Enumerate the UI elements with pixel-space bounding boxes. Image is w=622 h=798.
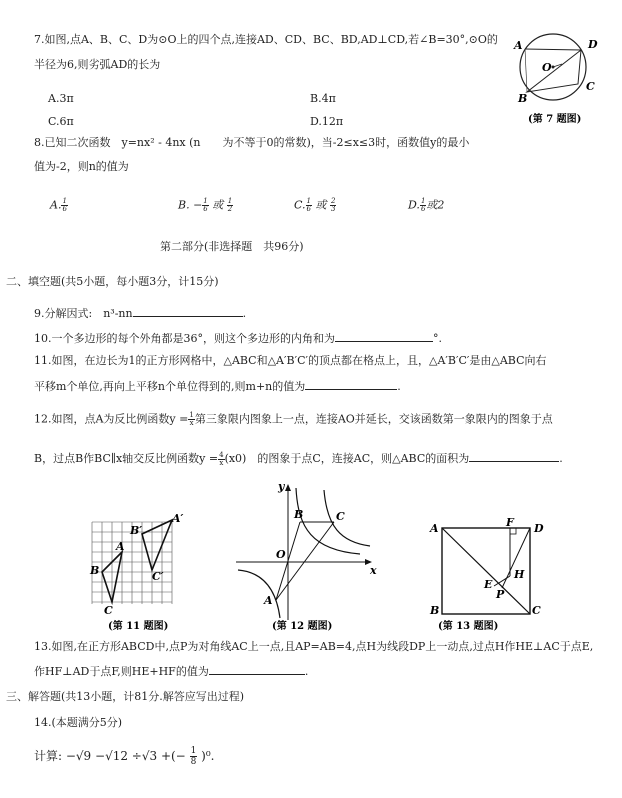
- q10: [34, 330, 442, 346]
- q14-prefix: 计算: −√9 −√12 ÷√3 +(−: [34, 749, 186, 763]
- q7-caption: (第 7 题图): [528, 114, 582, 124]
- fig13-label-p: P: [496, 588, 505, 601]
- fig13-label-d: D: [534, 522, 544, 535]
- fig11-label-b: B: [90, 564, 100, 577]
- q8-option-a: [50, 198, 68, 213]
- fig13: [426, 516, 546, 634]
- q8-line2: 值为-2，则n的值为: [34, 160, 129, 173]
- section3-title: 三、解答题(共13小题，计81分.解答应写出过程): [6, 690, 245, 703]
- q12-line2-b: (x0) 的图象于点C，连接AC，则△ABC的面积为: [224, 452, 470, 465]
- fig11-label-c-prime: C′: [152, 570, 164, 583]
- q8-option-b-prefix: B. −: [178, 198, 203, 212]
- fig11-label-a-prime: A′: [172, 512, 184, 525]
- q7-option-c: C.6π: [48, 115, 74, 128]
- q7-label-c: C: [586, 80, 595, 93]
- q8-option-d-prefix: D.: [408, 198, 420, 212]
- fig12-caption: (第 12 题图): [272, 621, 333, 632]
- fig13-label-b: B: [430, 604, 440, 617]
- q14-title: 14.(本题满分5分): [34, 716, 123, 729]
- q7-line1: 7.如图,点A、B、C、D为⊙O上的四个点,连接AD、CD、BC、BD,AD⊥CD,若∠B=30°,⊙O的: [34, 33, 498, 46]
- q13-answer-blank[interactable]: [209, 663, 305, 675]
- q8-option-d: [408, 198, 444, 213]
- fig13-label-f: F: [506, 516, 514, 529]
- q8-option-b-or: 或: [212, 198, 224, 212]
- q12-suffix: .: [559, 452, 563, 465]
- q8-option-c: [294, 198, 336, 213]
- q7-option-d: D.12π: [310, 115, 344, 128]
- q12-line1-frac: $\frac{1}{x}$: [189, 411, 194, 427]
- q12-answer-blank[interactable]: [469, 450, 559, 462]
- q12-line2-frac: $\frac{4}{x}$: [219, 450, 224, 467]
- q8-option-c-or: 或: [315, 198, 327, 212]
- q8-option-b: [178, 198, 233, 213]
- q8-option-b-frac1: $\frac{1}{6}$: [203, 197, 208, 213]
- fig13-caption: (第 13 题图): [438, 621, 499, 632]
- fig11: [80, 508, 200, 633]
- fig13-label-h: H: [514, 568, 525, 581]
- q11-line2-row: [34, 378, 401, 394]
- fig12: [232, 478, 382, 633]
- q12-line2-a: B，过点B作BC∥x轴交反比例函数y =: [34, 452, 219, 465]
- q8-option-d-suffix: 或2: [426, 198, 445, 212]
- q7-label-o: O: [542, 61, 552, 74]
- fig12-label-o: O: [276, 548, 286, 561]
- fig12-label-y: y: [278, 480, 285, 493]
- q12-line1: [34, 412, 553, 427]
- fig12-label-x: x: [370, 564, 377, 577]
- q11-line1: 11.如图，在边长为1的正方形网格中，△ABC和△A′B′C′的顶点都在格点上，且，△A′B′C′是由△ABC向右: [34, 354, 547, 367]
- q9-text: 9.分解因式: n³-nn: [34, 307, 133, 320]
- fig12-label-a: A: [264, 594, 273, 607]
- fig11-caption: (第 11 题图): [108, 621, 169, 632]
- q13-line2: 作HF⊥AD于点F,则HE+HF的值为: [34, 665, 209, 678]
- fig11-label-a: A: [116, 540, 125, 553]
- fig13-label-c: C: [532, 604, 541, 617]
- q14-frac: $\frac{1}{8}$: [190, 746, 197, 767]
- q9: 9.分解因式: n³-nn .: [34, 307, 247, 320]
- q8-option-d-frac: $\frac{1}{6}$: [420, 197, 426, 213]
- q8-line1: [34, 136, 469, 150]
- q14-expression: [34, 746, 214, 767]
- q14-suffix: )⁰.: [201, 749, 215, 763]
- q11-suffix: .: [397, 380, 401, 393]
- q11-answer-blank[interactable]: [305, 378, 397, 390]
- q13-suffix: .: [304, 665, 309, 678]
- fig11-label-b-prime: B′: [130, 524, 143, 537]
- q8-line1-b: 为不等于0的常数)，当-2≤x≤3时，函数值y的最小: [222, 136, 470, 149]
- q7-label-a: A: [514, 39, 523, 52]
- section2-title: 二、填空题(共5小题，每小题3分，计15分): [6, 275, 219, 288]
- q7-option-a: A.3π: [48, 92, 74, 105]
- q7-figure: [508, 24, 608, 124]
- q8-option-c-frac1: $\frac{1}{6}$: [306, 197, 311, 213]
- q12-line1-a: 12.如图，点A为反比例函数y =: [34, 412, 189, 426]
- q11-line2: 平移m个单位,再向上平移n个单位得到的,则m+n的值为: [34, 380, 306, 393]
- fig11-label-c: C: [104, 604, 113, 617]
- q10-text: 10.一个多边形的每个外角都是36°，则这个多边形的内角和为: [34, 332, 335, 345]
- part2-title: 第二部分(非选择题 共96分): [160, 240, 304, 253]
- fig12-label-b: B: [294, 508, 304, 521]
- fig13-label-a: A: [430, 522, 439, 535]
- q10-answer-blank[interactable]: [335, 330, 433, 342]
- q7-option-b: B.4π: [310, 92, 336, 105]
- q12-line1-b: 第三象限内图象上一点，连接AO并延长，交该函数第一象限内的图象于点: [194, 412, 553, 426]
- q9-answer-blank[interactable]: [133, 305, 243, 317]
- q8-option-b-frac2: $\frac{1}{2}$: [227, 197, 233, 213]
- q8-option-c-frac2: $\frac{2}{3}$: [331, 197, 336, 213]
- q12-line2: [34, 450, 563, 467]
- q8-line1-a: 8.已知二次函数 y=nx² - 4nx (n: [34, 136, 201, 149]
- q13-line1: 13.如图,在正方形ABCD中,点P为对角线AC上一点,且AP=AB=4,点H为线段DP上一动点,过点H作HE⊥AC于点E,: [34, 640, 594, 653]
- q7-label-b: B: [518, 92, 528, 105]
- q13-line2-row: [34, 663, 308, 679]
- q8-option-c-prefix: C.: [294, 198, 306, 212]
- q7-line2: 半径为6,则劣弧AD的长为: [34, 58, 161, 71]
- fig13-label-e: E: [484, 578, 493, 591]
- q8-option-a-prefix: A.: [50, 198, 62, 212]
- fig12-label-c: C: [336, 510, 345, 523]
- q10-suffix: °.: [433, 332, 442, 345]
- q8-option-a-frac: $\frac{1}{6}$: [62, 197, 67, 213]
- q7-label-d: D: [588, 38, 598, 51]
